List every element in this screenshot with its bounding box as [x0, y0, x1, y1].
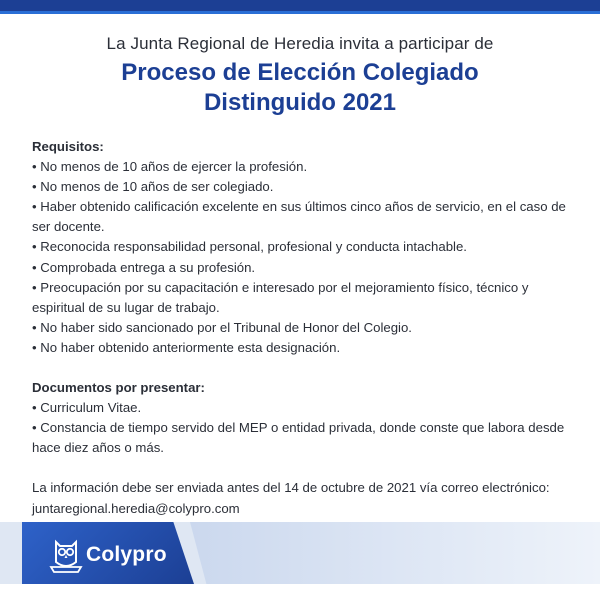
footer-stripe — [190, 522, 600, 584]
title-line-1: Proceso de Elección Colegiado — [121, 59, 479, 86]
requirement-item: • No menos de 10 años de ejercer la profesión. — [32, 159, 308, 175]
owl-logo-icon — [48, 536, 84, 574]
content-body — [32, 137, 572, 519]
top-bar-accent — [0, 11, 600, 14]
document-item: • Curriculum Vitae. — [32, 400, 142, 416]
title-line-2: Distinguido 2021 — [203, 89, 397, 116]
footer — [0, 522, 600, 600]
requirement-item: • No menos de 10 años de ser colegiado. — [32, 179, 274, 195]
requirement-item: • Haber obtenido calificación excelente en sus últimos cinco años de servicio, en el caso de ser docente. — [32, 199, 566, 235]
brand-name: Colypro — [86, 543, 167, 566]
requirement-item: • Preocupación por su capacitación e interesado por el mejoramiento físico, técnico y espiritual de su lugar de trabajo. — [32, 279, 529, 315]
requirement-item: • Reconocida responsabilidad personal, profesional y conducta intachable. — [32, 239, 467, 255]
document-item: • Constancia de tiempo servido del MEP o entidad privada, donde conste que labora desde hace diez años o más. — [32, 420, 565, 456]
submission-note: La información debe ser enviada antes del 14 de octubre de 2021 vía correo electrónico: juntaregional.heredia@colypro.com — [32, 480, 550, 516]
requirement-item: • Comprobada entrega a su profesión. — [32, 259, 256, 275]
page-title — [0, 58, 600, 118]
requirement-item: • No haber obtenido anteriormente esta designación. — [32, 339, 341, 355]
requirement-item: • No haber sido sancionado por el Tribunal de Honor del Colegio. — [32, 319, 412, 335]
documents-heading: Documentos por presentar: — [32, 380, 205, 396]
requirements-heading: Requisitos: — [32, 139, 104, 154]
intro-text: La Junta Regional de Heredia invita a participar de — [106, 34, 494, 53]
